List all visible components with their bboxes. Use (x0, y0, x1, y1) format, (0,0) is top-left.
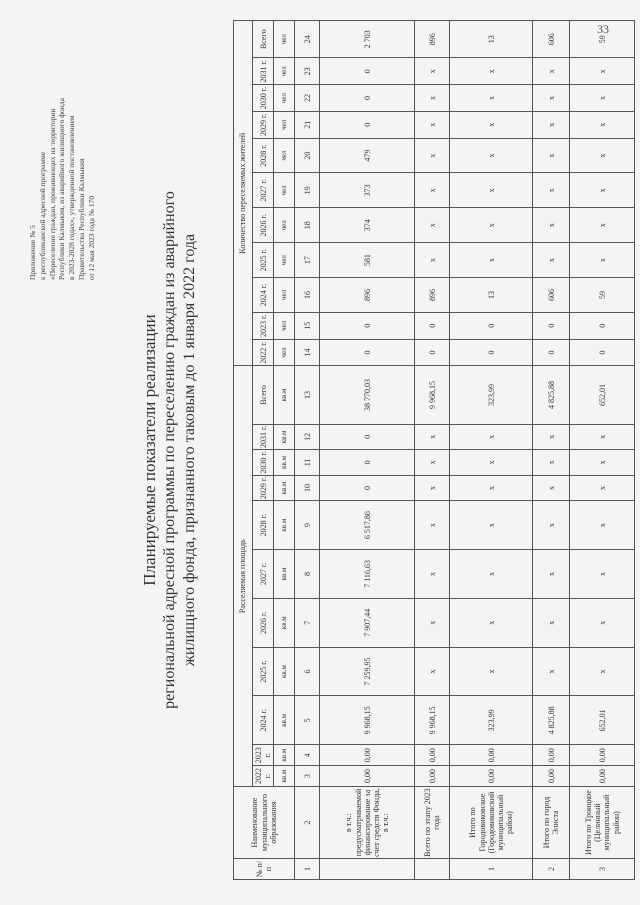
area-value-cell: 0,00 (570, 745, 635, 766)
header-area-unit: кв.м (274, 424, 295, 450)
header-people-year: 2031 г. (253, 58, 274, 85)
header-people-unit: чел (274, 312, 295, 339)
people-value-cell: 0 (450, 312, 533, 339)
header-area-year: 2022 г. (253, 766, 274, 787)
appendix-line: в 2023-2028 годах», утвержденной постановлением (67, 115, 76, 280)
header-people-year: 2023 г. (253, 312, 274, 339)
area-value-cell: 0,00 (415, 745, 450, 766)
column-number: 24 (295, 21, 320, 58)
row-municipality-name: Итого по город Элиста (533, 787, 570, 859)
people-value-cell: x (415, 208, 450, 243)
column-number: 14 (295, 339, 320, 366)
area-value-cell: x (570, 598, 635, 647)
header-area-year: 2031 г. (253, 424, 274, 450)
appendix-note (28, 30, 96, 280)
area-value-cell: 652,01 (570, 366, 635, 424)
table-row (320, 21, 415, 880)
people-value-cell: x (415, 111, 450, 138)
people-value-cell: 0 (320, 312, 415, 339)
people-value-cell: 0 (320, 85, 415, 112)
area-value-cell: 0,00 (320, 745, 415, 766)
people-value-cell: 581 (320, 243, 415, 278)
header-area-year: 2025 г. (253, 647, 274, 696)
area-value-cell: x (450, 475, 533, 501)
area-value-cell: 0,00 (415, 766, 450, 787)
header-people-year: 2024 г. (253, 278, 274, 313)
title-line-1: Планируемые показатели реализации (140, 314, 159, 586)
header-area-year: 2028 г. (253, 501, 274, 550)
header-people-unit: чел (274, 58, 295, 85)
header-area-year: 2024 г. (253, 696, 274, 745)
header-people-year: 2028 г. (253, 138, 274, 173)
column-number: 4 (295, 745, 320, 766)
column-number: 23 (295, 58, 320, 85)
title-line-3: жилищного фонда, признанного таковым до 1 января 2022 года (181, 233, 199, 667)
header-area-unit: кв.м (274, 745, 295, 766)
row-number: 1 (450, 859, 533, 880)
people-value-cell: x (533, 58, 570, 85)
people-value-cell: x (533, 111, 570, 138)
column-number: 3 (295, 766, 320, 787)
area-value-cell: x (533, 475, 570, 501)
header-area-year: 2026 г. (253, 598, 274, 647)
table-row (450, 21, 533, 880)
people-value-cell: x (415, 173, 450, 208)
header-area-unit: кв.м (274, 598, 295, 647)
people-value-cell: 0 (570, 339, 635, 366)
header-area-unit: кв.м (274, 647, 295, 696)
people-value-cell: x (533, 138, 570, 173)
column-number: 13 (295, 366, 320, 424)
people-value-cell: x (415, 58, 450, 85)
area-value-cell: 0,00 (570, 766, 635, 787)
column-number: 2 (295, 787, 320, 859)
column-number: 11 (295, 450, 320, 476)
header-people-unit: чел (274, 138, 295, 173)
people-value-cell: 374 (320, 208, 415, 243)
column-number: 21 (295, 111, 320, 138)
area-value-cell: 323,99 (450, 696, 533, 745)
area-value-cell: 7 907,44 (320, 598, 415, 647)
area-value-cell: x (450, 550, 533, 599)
people-value-cell: 606 (533, 278, 570, 313)
area-value-cell: x (450, 598, 533, 647)
people-value-cell: 0 (570, 312, 635, 339)
column-number: 17 (295, 243, 320, 278)
area-value-cell: x (450, 450, 533, 476)
people-value-cell: 0 (320, 58, 415, 85)
header-row-units (274, 21, 295, 880)
appendix-line: к республиканской адресной программе (37, 151, 47, 280)
people-value-cell: 0 (533, 312, 570, 339)
people-value-cell: x (533, 173, 570, 208)
header-people-year: 2027 г. (253, 173, 274, 208)
appendix-line: от 12 мая 2023 года № 170 (86, 195, 96, 280)
area-value-cell: 0,00 (450, 745, 533, 766)
header-people-unit: чел (274, 243, 295, 278)
header-row-years (253, 21, 274, 880)
area-value-cell: x (570, 501, 635, 550)
area-value-cell: 0 (320, 424, 415, 450)
header-area-year: 2027 г. (253, 550, 274, 599)
area-value-cell: x (450, 424, 533, 450)
people-value-cell: 0 (320, 111, 415, 138)
people-value-cell: 0 (533, 339, 570, 366)
area-value-cell: 0,00 (450, 766, 533, 787)
people-value-cell: 896 (320, 278, 415, 313)
people-value-cell: 59 (570, 21, 635, 58)
people-value-cell: x (450, 111, 533, 138)
row-number (415, 859, 450, 880)
row-number: 3 (570, 859, 635, 880)
area-value-cell: x (415, 550, 450, 599)
area-value-cell: 652,01 (570, 696, 635, 745)
people-value-cell: x (570, 243, 635, 278)
header-area-year: 2029 г. (253, 475, 274, 501)
people-value-cell: x (450, 58, 533, 85)
people-value-cell: x (570, 58, 635, 85)
header-number: № п/ п (234, 859, 295, 880)
column-number: 15 (295, 312, 320, 339)
people-value-cell: 59 (570, 278, 635, 313)
area-value-cell: 38 770,03 (320, 366, 415, 424)
people-value-cell: 0 (415, 339, 450, 366)
header-people-group: Количество переселяемых жителей (234, 21, 253, 366)
people-value-cell: x (450, 208, 533, 243)
header-people-year: 2025 г. (253, 243, 274, 278)
area-value-cell: 0,00 (533, 745, 570, 766)
area-value-cell: 4 825,88 (533, 696, 570, 745)
people-value-cell: x (415, 85, 450, 112)
people-value-cell: 896 (415, 278, 450, 313)
area-value-cell: x (533, 598, 570, 647)
people-value-cell: x (533, 208, 570, 243)
area-value-cell: 7 259,95 (320, 647, 415, 696)
area-value-cell: x (450, 501, 533, 550)
column-number: 1 (295, 859, 320, 880)
people-value-cell: 0 (450, 339, 533, 366)
area-value-cell: x (570, 475, 635, 501)
area-value-cell: 9 968,15 (415, 696, 450, 745)
people-value-cell: x (533, 243, 570, 278)
header-people-year: 2030 г. (253, 85, 274, 112)
column-number: 22 (295, 85, 320, 112)
people-value-cell: 2 703 (320, 21, 415, 58)
header-people-unit: чел (274, 173, 295, 208)
column-number: 6 (295, 647, 320, 696)
people-value-cell: 0 (415, 312, 450, 339)
header-area-unit: кв.м (274, 450, 295, 476)
area-value-cell: 0,00 (320, 766, 415, 787)
appendix-line: Правительства Республики Калмыкия (76, 158, 86, 280)
header-area-unit: кв.м (274, 696, 295, 745)
area-value-cell: x (415, 598, 450, 647)
row-municipality-name: в т.ч.: предусматриваемой финансирование за счет средств Фонда, в т.ч.: (320, 787, 415, 859)
people-value-cell: 479 (320, 138, 415, 173)
table-row (533, 21, 570, 880)
area-value-cell: x (415, 424, 450, 450)
area-value-cell: x (533, 550, 570, 599)
people-value-cell: x (570, 111, 635, 138)
column-number: 5 (295, 696, 320, 745)
row-number (320, 859, 415, 880)
people-value-cell: x (533, 85, 570, 112)
header-people-unit: чел (274, 21, 295, 58)
area-value-cell: 4 825,88 (533, 366, 570, 424)
people-value-cell: x (570, 173, 635, 208)
area-value-cell: 9 968,15 (415, 366, 450, 424)
area-value-cell: x (570, 550, 635, 599)
area-value-cell: x (415, 450, 450, 476)
column-number: 19 (295, 173, 320, 208)
appendix-line: Республики Калмыкия, из аварийного жилищного фонда (57, 98, 67, 280)
people-value-cell: 896 (415, 21, 450, 58)
area-value-cell: x (533, 424, 570, 450)
row-municipality-name: Итого по Троицкое (Целинный муниципальный район) (570, 787, 635, 859)
area-value-cell: x (570, 424, 635, 450)
area-value-cell: x (415, 475, 450, 501)
people-value-cell: x (450, 138, 533, 173)
header-people-unit: чел (274, 208, 295, 243)
people-value-cell: x (450, 173, 533, 208)
people-value-cell: x (450, 243, 533, 278)
area-value-cell: x (533, 501, 570, 550)
indicators-table (233, 20, 635, 880)
area-value-cell: 0,00 (533, 766, 570, 787)
page-number: 33 (597, 22, 609, 36)
people-value-cell: x (570, 85, 635, 112)
header-people-year: 2026 г. (253, 208, 274, 243)
area-value-cell: 0 (320, 450, 415, 476)
column-number: 16 (295, 278, 320, 313)
area-value-cell: x (415, 647, 450, 696)
row-municipality-name: Итого по Городовиковское (Городовиковский муниципальный район) (450, 787, 533, 859)
people-value-cell: 13 (450, 21, 533, 58)
area-value-cell: 0 (320, 475, 415, 501)
header-area-unit: кв.м (274, 475, 295, 501)
area-value-cell: x (570, 450, 635, 476)
column-number: 18 (295, 208, 320, 243)
header-name: Наименование муниципального образования (234, 787, 295, 859)
table-row (570, 21, 635, 880)
people-value-cell: x (450, 85, 533, 112)
header-area-year: 2023 г. (253, 745, 274, 766)
area-value-cell: x (533, 647, 570, 696)
header-people-unit: чел (274, 111, 295, 138)
column-number: 7 (295, 598, 320, 647)
appendix-line: Приложение № 5 (28, 225, 37, 280)
people-value-cell: x (570, 208, 635, 243)
column-number: 8 (295, 550, 320, 599)
area-value-cell: x (450, 647, 533, 696)
area-value-cell: x (415, 501, 450, 550)
people-value-cell: x (415, 138, 450, 173)
title-line-2: региональной адресной программы по переселению граждан из аварийного (161, 191, 179, 709)
column-number: 12 (295, 424, 320, 450)
header-area-year: Всего (253, 366, 274, 424)
area-value-cell: 7 116,63 (320, 550, 415, 599)
document-title (140, 30, 200, 870)
area-value-cell: x (533, 450, 570, 476)
header-area-unit: кв.м (274, 550, 295, 599)
header-area-unit: кв.м (274, 366, 295, 424)
header-people-year: Всего (253, 21, 274, 58)
area-value-cell: 6 517,86 (320, 501, 415, 550)
table-row (415, 21, 450, 880)
header-area-group: Расселяемая площадь (234, 366, 253, 787)
area-value-cell: x (570, 647, 635, 696)
people-value-cell: 606 (533, 21, 570, 58)
header-row-column-numbers (295, 21, 320, 880)
area-value-cell: 9 968,15 (320, 696, 415, 745)
people-value-cell: 0 (320, 339, 415, 366)
header-people-unit: чел (274, 339, 295, 366)
people-value-cell: x (570, 138, 635, 173)
header-area-year: 2030 г. (253, 450, 274, 476)
header-people-year: 2029 г. (253, 111, 274, 138)
people-value-cell: 373 (320, 173, 415, 208)
area-value-cell: 323,99 (450, 366, 533, 424)
column-number: 10 (295, 475, 320, 501)
column-number: 9 (295, 501, 320, 550)
header-area-unit: кв.м (274, 501, 295, 550)
appendix-line: «Переселение граждан, проживающих на территории (47, 108, 57, 280)
header-people-year: 2022 г. (253, 339, 274, 366)
people-value-cell: 13 (450, 278, 533, 313)
rotated-page-content (20, 20, 620, 890)
header-people-unit: чел (274, 278, 295, 313)
header-area-unit: кв.м (274, 766, 295, 787)
header-row-groups (234, 21, 253, 880)
header-people-unit: чел (274, 85, 295, 112)
people-value-cell: x (415, 243, 450, 278)
row-number: 2 (533, 859, 570, 880)
row-municipality-name: Всего по этапу 2023 года (415, 787, 450, 859)
column-number: 20 (295, 138, 320, 173)
